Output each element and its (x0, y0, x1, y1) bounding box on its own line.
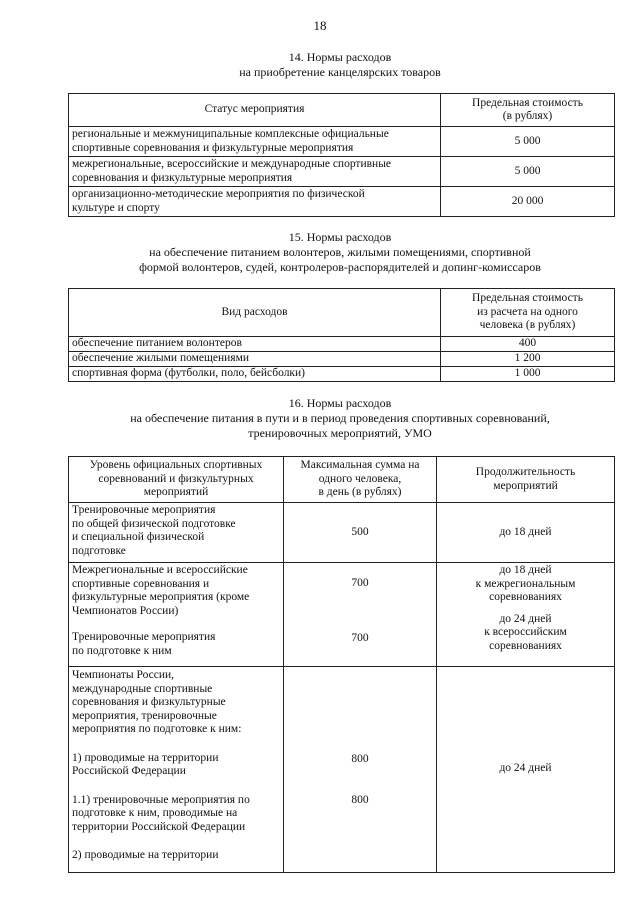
header-line: мероприятий (143, 486, 209, 499)
table-row (69, 337, 615, 352)
table-row (69, 127, 615, 157)
section-15-header-cost-line3: человека (в рублях) (479, 319, 576, 332)
cell-line: подготовке (72, 544, 126, 557)
header-line: мероприятий (493, 479, 558, 492)
row-label-line2: соревнования и физкультурные мероприятия (72, 171, 293, 184)
section-16-header-level (69, 457, 284, 503)
section-14-title-line1: 14. Нормы расходов (288, 50, 392, 64)
cell-line: Тренировочные мероприятия (72, 631, 216, 643)
cell-line: и специальной физической (72, 531, 205, 543)
section-16-table (68, 456, 615, 873)
section-14-header-status: Статус мероприятия (69, 94, 441, 127)
cell-line: Тренировочные мероприятия (72, 504, 216, 516)
row-label-line1: организационно-методические мероприятия по физической (72, 188, 365, 200)
section-14-header-cost-line2: (в рублях) (502, 110, 553, 122)
section-14-row-value: 5 000 (441, 157, 615, 187)
cell-line: по подготовке к ним (72, 644, 172, 657)
cell-line: 1) проводимые на территории (72, 751, 219, 764)
cell-line: к межрегиональным (475, 577, 576, 590)
section-15-row-label: обеспечение жилыми помещениями (69, 352, 441, 367)
section-14-title (70, 50, 610, 80)
cell-line: соревнованиях (489, 639, 562, 652)
cell-line: физкультурные мероприятия (кроме (72, 591, 250, 603)
cell-line: до 24 дней (499, 612, 552, 625)
table-row (69, 352, 615, 367)
section-16-row3-level (69, 667, 284, 873)
cell-line: соревнованиях (489, 591, 562, 603)
section-16-row3-amount (284, 667, 437, 873)
row-label-line2: спортивные соревнования и физкультурные мероприятия (72, 141, 354, 154)
table-row (69, 187, 615, 217)
cell-line: спортивные соревнования и (72, 577, 210, 590)
section-16-header-duration (437, 457, 615, 503)
cell-line: мероприятия по подготовке к ним: (72, 723, 242, 735)
section-15-header-type: Вид расходов (69, 289, 441, 337)
cell-line: соревнования и физкультурные (72, 696, 226, 708)
section-16-title (70, 396, 610, 441)
table-row (69, 367, 615, 382)
table-row (69, 503, 615, 563)
page-number: 18 (313, 18, 327, 33)
section-14-header-cost-line1: Предельная стоимость (472, 96, 583, 109)
cell-line: к всероссийским (484, 626, 567, 638)
amount-value: 800 (351, 793, 369, 806)
section-14-row-label (69, 157, 441, 187)
row-label-line1: межрегиональные, всероссийские и международные спортивные (72, 158, 392, 170)
section-14-header-cost (441, 94, 615, 127)
row-label-line2: культуре и спорту (72, 201, 160, 214)
table-row (69, 667, 615, 873)
section-15-row-value: 400 (441, 337, 615, 352)
section-15-title-line3: формой волонтеров, судей, контролеров-распорядителей и допинг-комиссаров (139, 260, 541, 274)
section-14-row-label (69, 127, 441, 157)
section-16-header-amount (284, 457, 437, 503)
cell-line: Межрегиональные и всероссийские (72, 564, 248, 576)
section-16-row1-amount: 500 (284, 503, 437, 563)
section-16-row2-level (69, 563, 284, 667)
cell-line: по общей физической подготовке (72, 517, 236, 530)
cell-line: мероприятия, тренировочные (72, 709, 217, 722)
section-14-row-label (69, 187, 441, 217)
section-14-row-value: 20 000 (441, 187, 615, 217)
section-15-row-label: обеспечение питанием волонтеров (69, 337, 441, 352)
section-15-row-value: 1 200 (441, 352, 615, 367)
header-line: соревнований и физкультурных (98, 472, 254, 485)
cell-line: Чемпионатов России) (72, 604, 179, 617)
cell-line: территории Российской Федерации (72, 820, 246, 833)
cell-line: Российской Федерации (72, 765, 186, 777)
amount-value: 700 (351, 577, 369, 589)
section-15-header-cost-line1: Предельная стоимость (472, 292, 583, 305)
section-16-row3-duration: до 24 дней (437, 667, 615, 873)
section-16-row2-amount (284, 563, 437, 667)
section-15-title (70, 230, 610, 275)
section-15-header-cost-line2: из расчета на одного (477, 305, 578, 318)
section-15-row-label: спортивная форма (футболки, поло, бейсболки) (69, 367, 441, 382)
amount-value: 800 (351, 753, 369, 765)
section-16-title-line3: тренировочных мероприятий, УМО (248, 426, 432, 440)
section-15-title-line1: 15. Нормы расходов (288, 230, 392, 244)
cell-line: международные спортивные (72, 682, 213, 695)
cell-line: подготовке к ним, проводимые на (72, 807, 238, 819)
cell-line: 1.1) тренировочные мероприятия по (72, 793, 250, 806)
header-line: Максимальная сумма на (300, 459, 420, 472)
section-16-title-line2: на обеспечение питания в пути и в период проведения спортивных соревнований, (130, 411, 550, 425)
header-line: одного человека, (318, 472, 402, 485)
amount-value: 700 (351, 631, 369, 644)
table-row (69, 563, 615, 667)
cell-line: Чемпионаты России, (72, 669, 175, 681)
section-14-table (68, 93, 615, 217)
cell-line: 2) проводимые на территории (72, 849, 219, 861)
header-line: Уровень официальных спортивных (89, 459, 263, 472)
row-label-line1: региональные и межмуниципальные комплексные официальные (72, 128, 389, 140)
section-15-row-value: 1 000 (441, 367, 615, 382)
section-16-row2-duration (437, 563, 615, 667)
section-14-title-line2: на приобретение канцелярских товаров (239, 65, 441, 79)
section-14-row-value: 5 000 (441, 127, 615, 157)
header-line: в день (в рублях) (318, 486, 402, 499)
section-16-row1-duration: до 18 дней (437, 503, 615, 563)
section-16-row1-level (69, 503, 284, 563)
section-15-table (68, 288, 615, 382)
header-line: Продолжительность (475, 466, 576, 478)
cell-line: до 18 дней (499, 564, 552, 576)
table-row (69, 157, 615, 187)
section-15-title-line2: на обеспечение питанием волонтеров, жилыми помещениями, спортивной (149, 245, 531, 259)
section-16-title-line1: 16. Нормы расходов (288, 396, 392, 410)
section-15-header-cost (441, 289, 615, 337)
